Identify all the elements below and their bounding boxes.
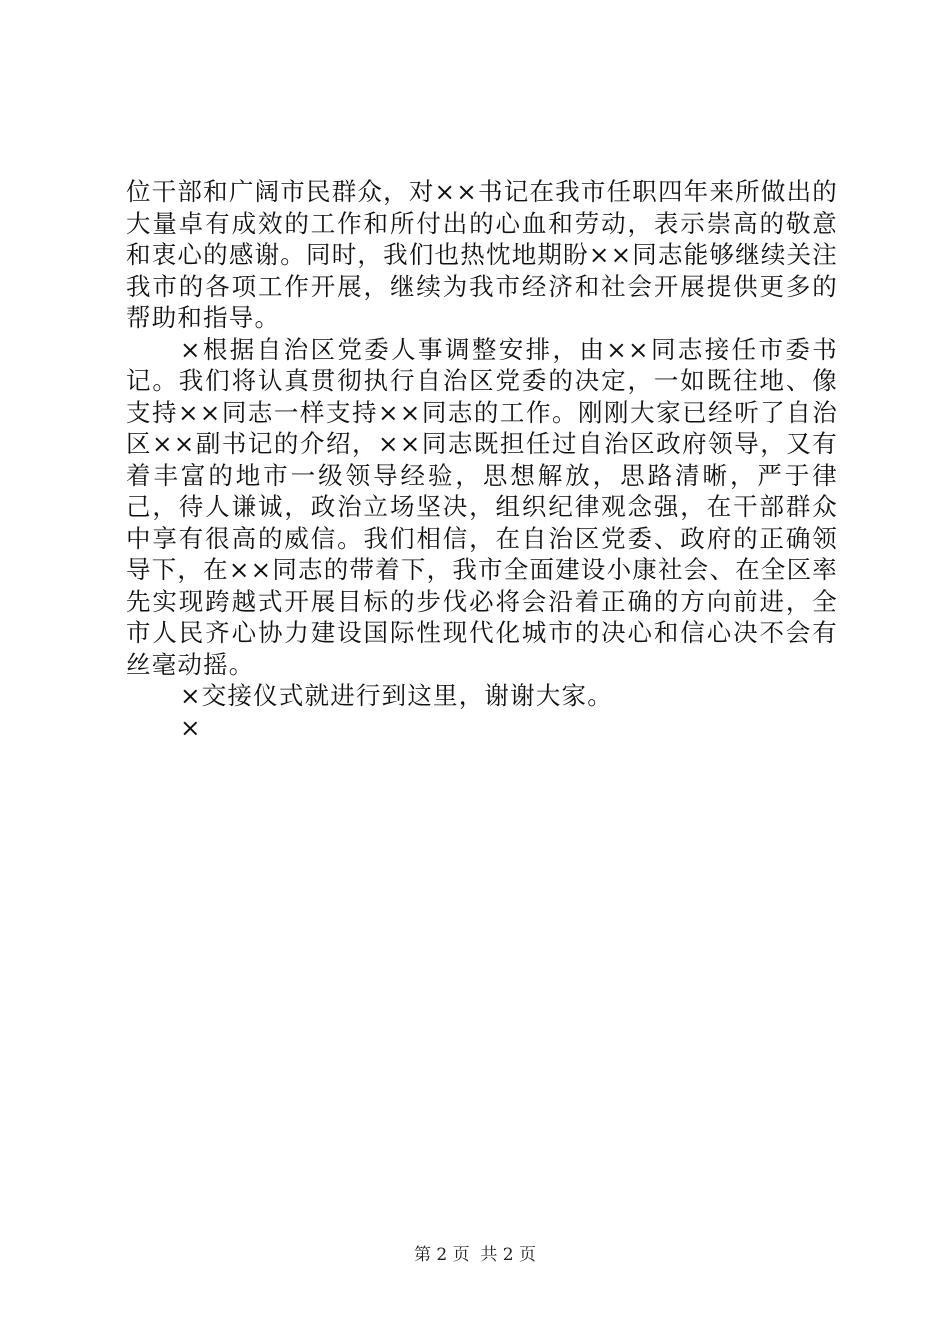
paragraph-successor-announcement: ×根据自治区党委人事调整安排，由××同志接任市委书记。我们将认真贯彻执行自治区党委的决定，一如既往地、像支持××同志一样支持××同志的工作。刚刚大家已经听了自治区××副书记的介绍，××同志既担任过自治区政府领导，又有着丰富的地市一级领导经验，思想解放，思路清晰，严于律己，待人谦诚，政治立场坚决，组织纪律观念强，在干部群众中享有很高的威信。我们相信，在自治区党委、政府的正确领导下，在××同志的带着下，我市全面建设小康社会、在全区率先实现跨越式开展目标的步伐必将会沿着正确的方向前进，全市人民齐心协力建设国际性现代化城市的决心和信心决不会有丝毫动摇。 [126, 334, 838, 679]
paragraph-closing: ×交接仪式就进行到这里，谢谢大家。 [180, 681, 613, 710]
paragraph-marker: × [180, 712, 202, 742]
page-footer [0, 1244, 950, 1266]
page-number-label: 第 2 页 共 2 页 [413, 1245, 537, 1265]
document-body [126, 176, 838, 743]
paragraph-continuation: 位干部和广阔市民群众，对××书记在我市任职四年来所做出的大量卓有成效的工作和所付出的心血和劳动，表示崇高的敬意和衷心的感谢。同时，我们也热忱地期盼××同志能够继续关注我市的各项工作开展，继续为我市经济和社会开展提供更多的帮助和指导。 [126, 177, 838, 332]
